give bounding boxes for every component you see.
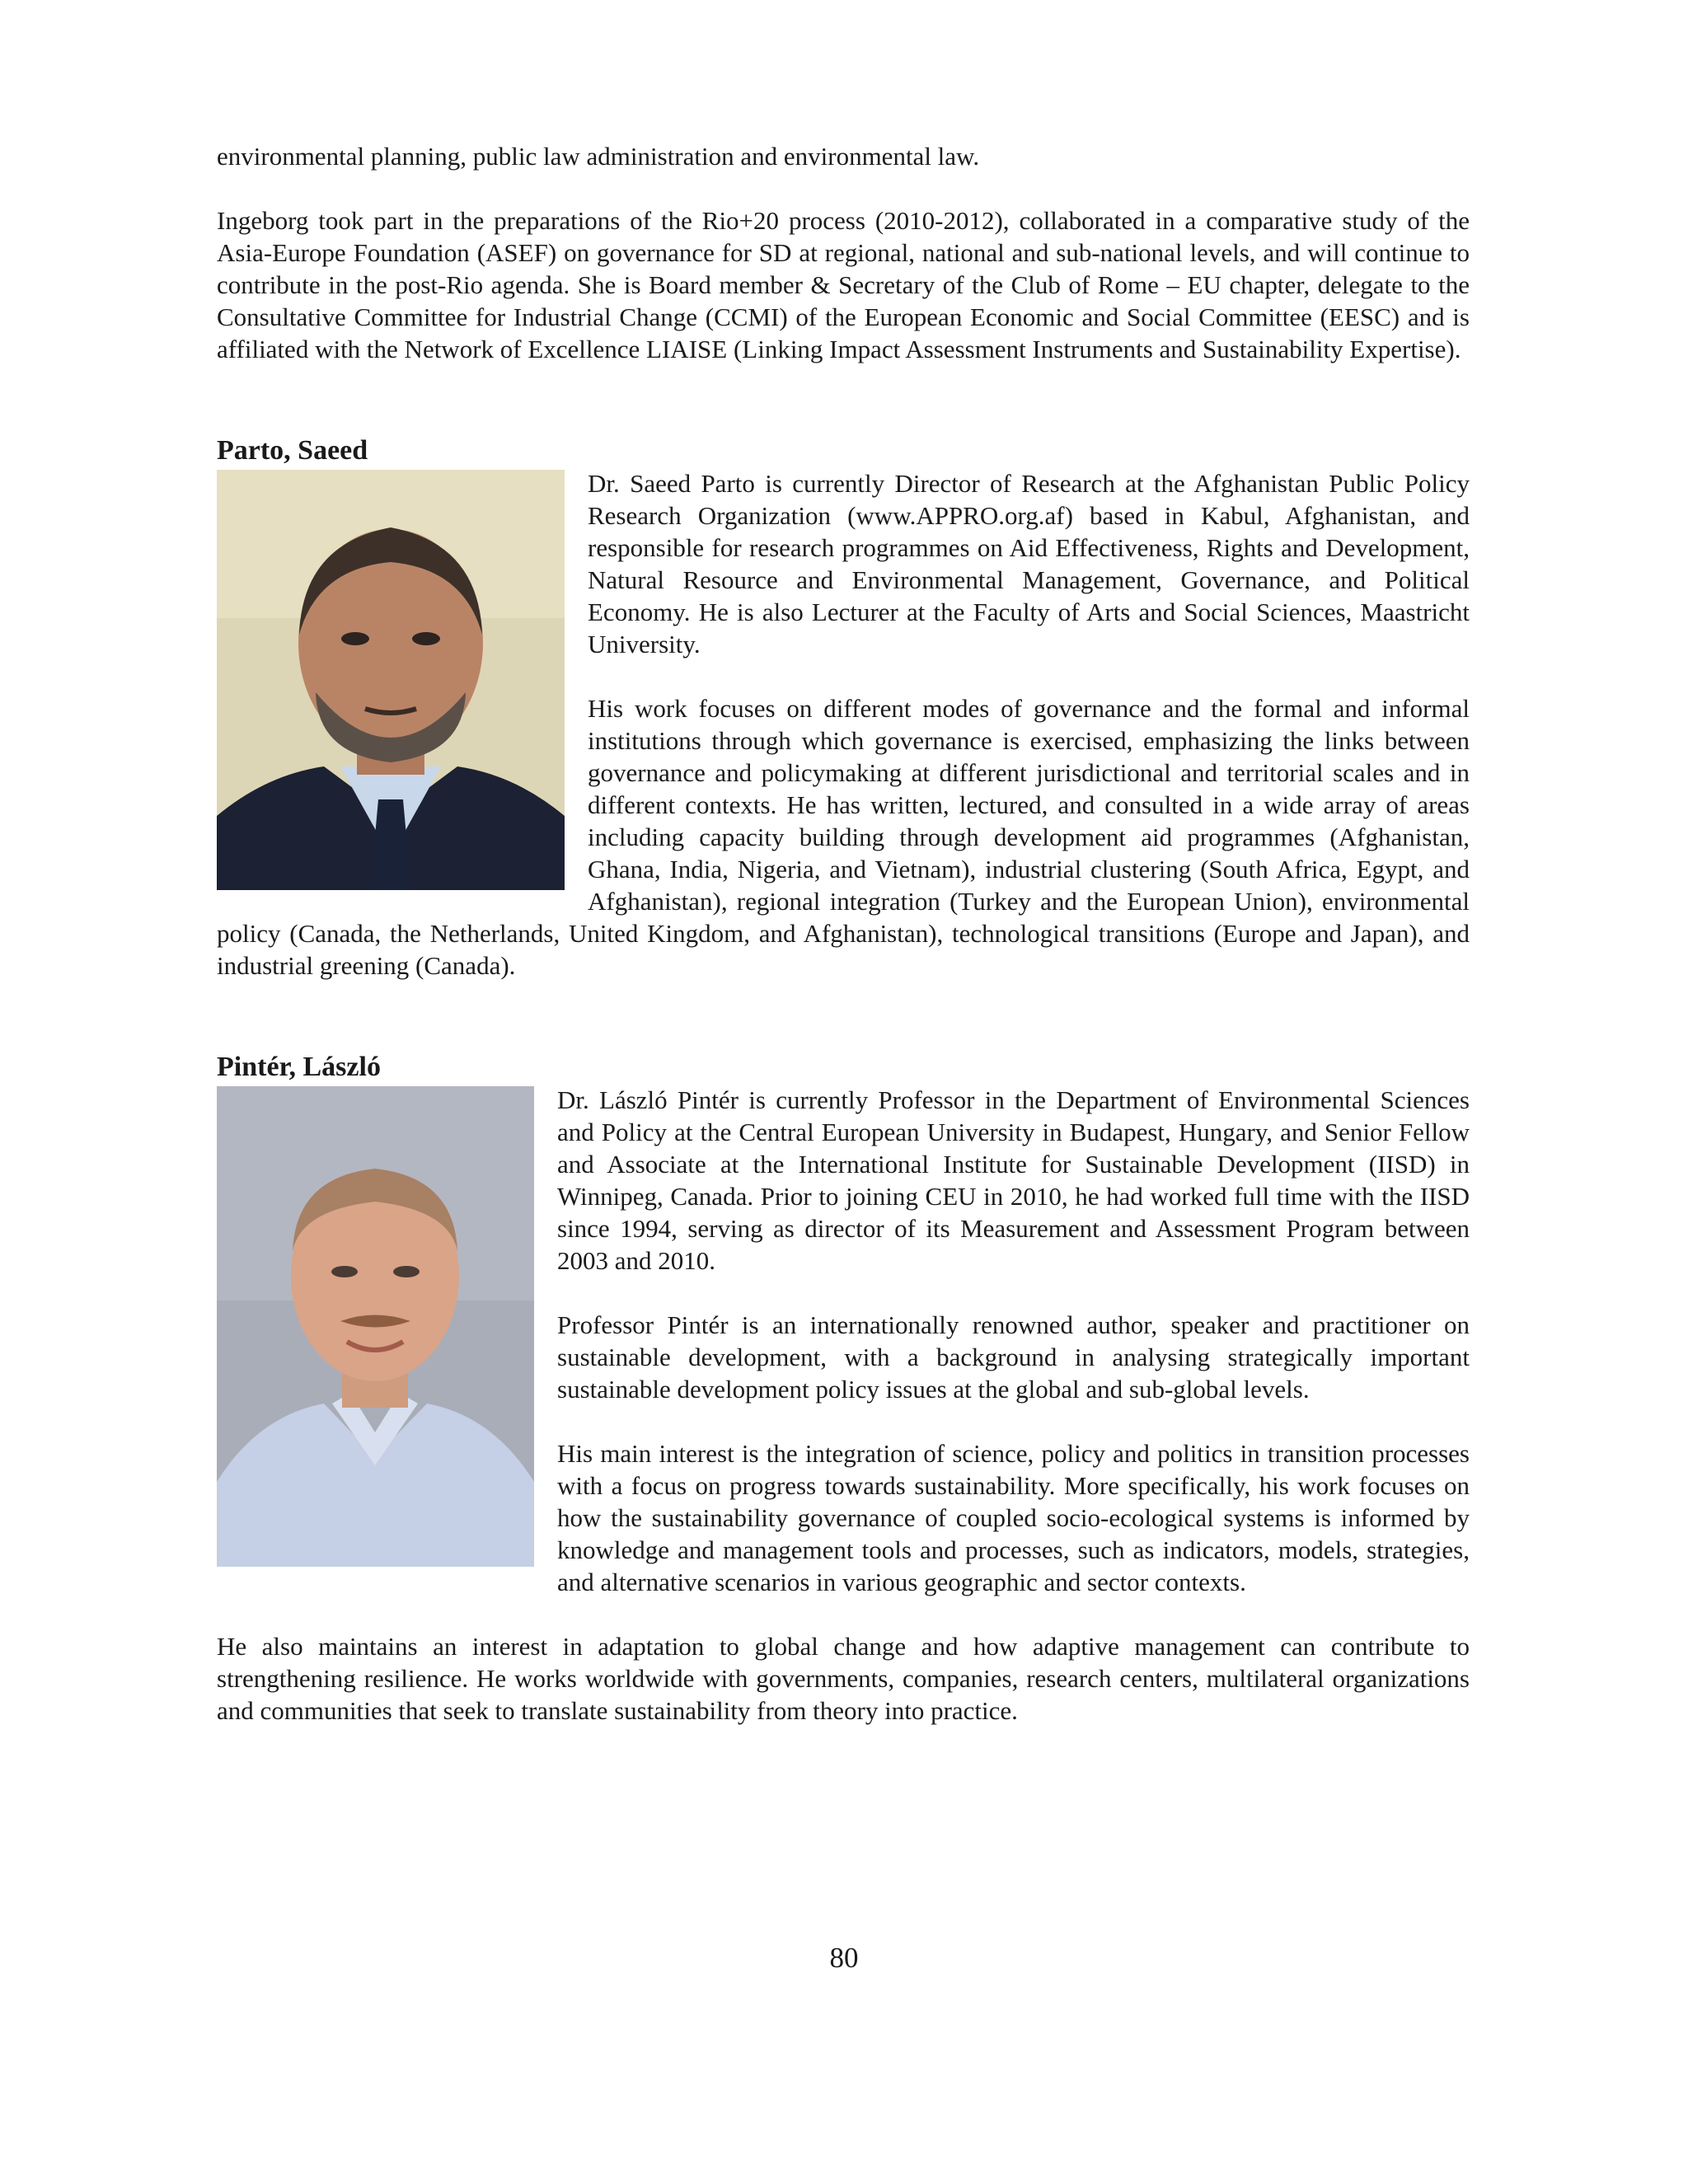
parto-paragraph-1: Dr. Saeed Parto is currently Director of Research at the Afghanistan Public Policy Research Organization (www.APPRO.org.af) based in Kabul, Afghanistan, and responsible for research programmes on Aid Effectiveness, Rights and Development, Natural Resource and Environmental Management, Governance, and Political Economy. He is also Lecturer at the Faculty of Arts and Social Sciences, Maastricht University.	[588, 469, 1470, 658]
profile-parto	[217, 434, 1470, 982]
portrait-photo-parto	[217, 470, 565, 890]
pinter-paragraph-1: Dr. László Pintér is currently Professor in the Department of Environmental Sciences and Policy at the Central European University in Budapest, Hungary, and Senior Fellow and Associate at the International Institute for Sustainable Development (IISD) in Winnipeg, Canada. Prior to joining CEU in 2010, he had worked full time with the IISD since 1994, serving as director of its Measurement and Assessment Program between 2003 and 2010.	[557, 1085, 1470, 1275]
parto-paragraph-2: His work focuses on different modes of governance and the formal and informal institutions through which governance is exercised, emphasizing the links between governance and policymaking at different jurisdictional and territorial scales and in different contexts. He has written, lectured, and consulted in a wide array of areas including capacity building through development aid programmes (Afghanistan, Ghana, India, Nigeria, and Vietnam), industrial clustering (South Africa, Egypt, and Afghanistan), regional integration (Turkey and the European Union), environmental policy (Canada, the Netherlands, United Kingdom, and Afghanistan), technological transitions (Europe and Japan), and industrial greening (Canada).	[217, 694, 1470, 980]
intro-paragraph-2: Ingeborg took part in the preparations of the Rio+20 process (2010-2012), collaborated in a comparative study of the Asia-Europe Foundation (ASEF) on governance for SD at regional, national and sub-national levels, and will continue to contribute in the post-Rio agenda. She is Board member & Secretary of the Club of Rome – EU chapter, delegate to the Consultative Committee for Industrial Change (CCMI) of the European Economic and Social Committee (EESC) and is affiliated with the Network of Excellence LIAISE (Linking Impact Assessment Instruments and Sustainability Expertise).	[217, 206, 1470, 363]
portrait-photo-pinter	[217, 1086, 534, 1567]
profile-name-pinter: Pintér, László	[217, 1052, 381, 1082]
pinter-paragraph-3: His main interest is the integration of science, policy and politics in transition processes with a focus on progress towards sustainability. More specifically, his work focuses on how the sustainability governance of coupled socio-ecological systems is informed by knowledge and management tools and processes, such as indicators, models, strategies, and alternative scenarios in various geographic and sector contexts.	[557, 1439, 1470, 1596]
page-number: 80	[829, 1942, 859, 1974]
pinter-paragraph-2: Professor Pintér is an internationally renowned author, speaker and practitioner on sustainable development, with a background in analysing strategically important sustainable development policy issues at the global and sub-global levels.	[557, 1310, 1470, 1404]
page-content	[217, 140, 1470, 1727]
intro-paragraph-1: environmental planning, public law administration and environmental law.	[217, 142, 980, 171]
pinter-paragraph-4: He also maintains an interest in adaptation to global change and how adaptive management can contribute to strengthening resilience. He works worldwide with governments, companies, research centers, multilateral organizations and communities that seek to translate sustainability from theory into practice.	[217, 1632, 1470, 1725]
profile-pinter	[217, 1051, 1470, 1727]
profile-name-parto: Parto, Saeed	[217, 435, 368, 466]
